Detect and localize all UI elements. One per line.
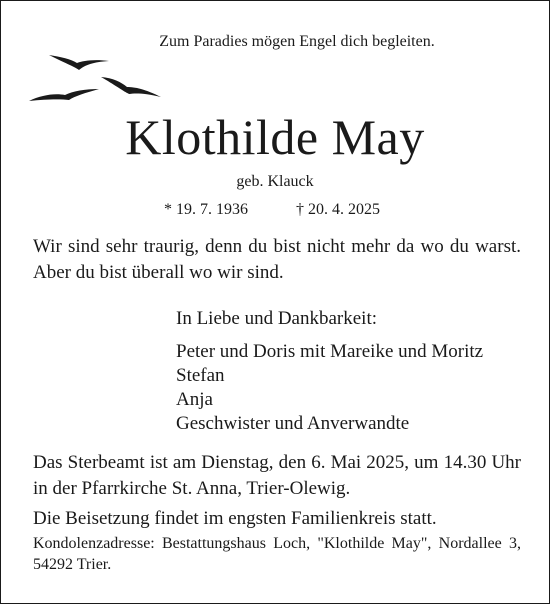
family-heading: In Liebe und Dankbarkeit: [176, 308, 378, 329]
family-list [176, 340, 483, 436]
family-member: Stefan [176, 365, 225, 386]
burial-info: Die Beisetzung findet im engsten Familienkreis statt. [33, 508, 437, 529]
service-info: Das Sterbeamt ist am Dienstag, den 6. Mai 2025, um 14.30 Uhr in der Pfarrkirche St. Anna, Trier-Olewig. [33, 452, 521, 499]
death-date: † 20. 4. 2025 [296, 201, 380, 218]
family-member: Peter und Doris mit Mareike und Moritz [176, 341, 484, 362]
family-member: Anja [176, 389, 213, 410]
family-member: Geschwister und Anverwandte [176, 413, 410, 434]
motto: Zum Paradies mögen Engel dich begleiten. [159, 33, 435, 50]
maiden-name: geb. Klauck [236, 173, 314, 190]
deceased-name: Klothilde May [125, 109, 425, 165]
condolence-address: Kondolenzadresse: Bestattungshaus Loch, "Klothilde May", Nordallee 3, 54292 Trier. [33, 535, 521, 573]
birth-date: * 19. 7. 1936 [164, 201, 248, 218]
flying-birds-icon [27, 51, 177, 107]
message: Wir sind sehr traurig, denn du bist nicht mehr da wo du warst. Aber du bist überall wo wir sind. [33, 236, 521, 283]
